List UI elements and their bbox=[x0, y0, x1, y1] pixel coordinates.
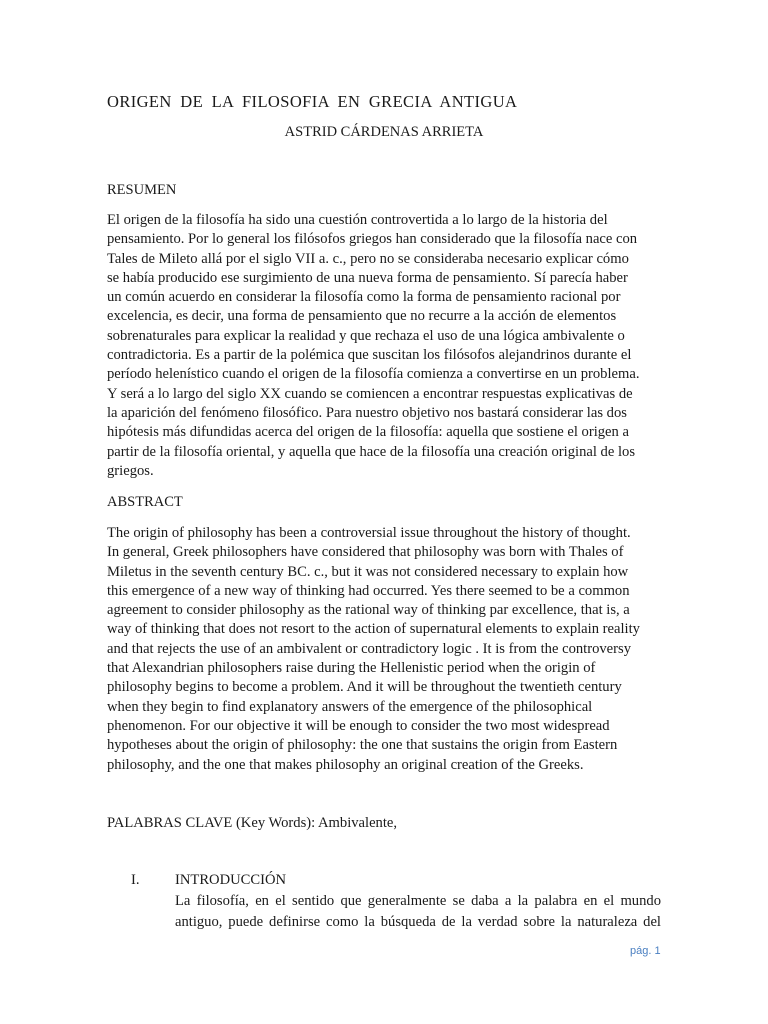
abstract-line: when they begin to find explanatory answers of the emergence of the philosophical bbox=[107, 698, 593, 715]
resumen-paragraph bbox=[107, 211, 667, 481]
resumen-line: griegos. bbox=[107, 462, 154, 479]
abstract-line: this emergence of a new way of thinking had occurred. Yes there seemed to be a common bbox=[107, 582, 630, 599]
intro-line: La filosofía, en el sentido que generalmente se daba a la palabra en el mundo bbox=[175, 893, 661, 909]
resumen-line: se había producido ese surgimiento de una nueva forma de pensamiento. Sí parecía haber bbox=[107, 269, 628, 286]
abstract-line: agreement to consider philosophy as the rational way of thinking par excellence, that is, a bbox=[107, 602, 630, 619]
abstract-line: Miletus in the seventh century BC. c., but it was not considered necessary to explain how bbox=[107, 563, 629, 580]
section-number: I. bbox=[131, 872, 140, 888]
resumen-line: sobrenaturales para explicar la realidad y que rechaza el uso de una lógica ambivalente o bbox=[107, 327, 625, 344]
resumen-line: hipótesis más difundidas acerca del origen de la filosofía: aquella que sostiene el origen a bbox=[107, 424, 629, 441]
abstract-line: hypotheses about the origin of philosophy: the one that sustains the origin from Eastern bbox=[107, 737, 618, 754]
document-title: ORIGEN DE LA FILOSOFIA EN GRECIA ANTIGUA bbox=[107, 92, 518, 111]
keywords-line: PALABRAS CLAVE (Key Words): Ambivalente, bbox=[107, 815, 398, 831]
resumen-line: excelencia, es decir, una forma de pensamiento que no recurre a la acción de elementos bbox=[107, 308, 617, 325]
abstract-line: The origin of philosophy has been a controversial issue throughout the history of thought. bbox=[107, 525, 631, 541]
abstract-line: In general, Greek philosophers have considered that philosophy was born with Thales of bbox=[107, 544, 624, 561]
abstract-line: phenomenon. For our objective it will be enough to consider the two most widespread bbox=[107, 717, 610, 734]
abstract-line: philosophy, and the one that makes philosophy an original creation of the Greeks. bbox=[107, 756, 584, 773]
abstract-line: philosophy begins to become a problem. And it will be throughout the twentieth century bbox=[107, 679, 622, 696]
resumen-line: período helenístico cuando el origen de la filosofía comienza a convertirse en un problema. bbox=[107, 366, 640, 383]
resumen-line: Tales de Mileto allá por el siglo VII a. c., pero no se consideraba necesario explicar cómo bbox=[107, 250, 629, 267]
abstract-line: and that rejects the use of an ambivalent or contradictory logic . It is from the controversy bbox=[107, 640, 631, 657]
abstract-line: that Alexandrian philosophers raise during the Hellenistic period when the origin of bbox=[107, 660, 596, 677]
resumen-line: El origen de la filosofía ha sido una cuestión controvertida a lo largo de la historia del bbox=[107, 212, 608, 228]
abstract-line: way of thinking that does not resort to the action of supernatural elements to explain reality bbox=[107, 621, 640, 638]
intro-paragraph bbox=[175, 891, 661, 932]
resumen-line: contradictoria. Es a partir de la polémica que suscitan los filósofos alejandrinos durante el bbox=[107, 347, 632, 364]
abstract-paragraph bbox=[107, 524, 667, 775]
intro-line: antiguo, puede definirse como la búsqueda de la verdad sobre la naturaleza del bbox=[175, 913, 661, 930]
resumen-line: pensamiento. Por lo general los filósofos griegos han considerado que la filosofía nace con bbox=[107, 231, 638, 248]
resumen-line: la aparición del fenómeno filosófico. Para nuestro objetivo nos bastará considerar las dos bbox=[107, 404, 627, 421]
resumen-heading: RESUMEN bbox=[107, 182, 177, 198]
resumen-line: Y será a lo largo del siglo XX cuando se comiencen a encontrar respuestas explicativas de bbox=[107, 385, 633, 402]
section-title: INTRODUCCIÓN bbox=[175, 872, 287, 888]
resumen-line: partir de la filosofía oriental, y aquella que hace de la filosofía una creación original de los bbox=[107, 443, 635, 460]
abstract-heading: ABSTRACT bbox=[107, 494, 183, 510]
document-author: ASTRID CÁRDENAS ARRIETA bbox=[284, 124, 484, 140]
resumen-line: un común acuerdo en considerar la filosofía como la forma de pensamiento racional por bbox=[107, 289, 621, 306]
page-number: pág. 1 bbox=[630, 945, 661, 957]
